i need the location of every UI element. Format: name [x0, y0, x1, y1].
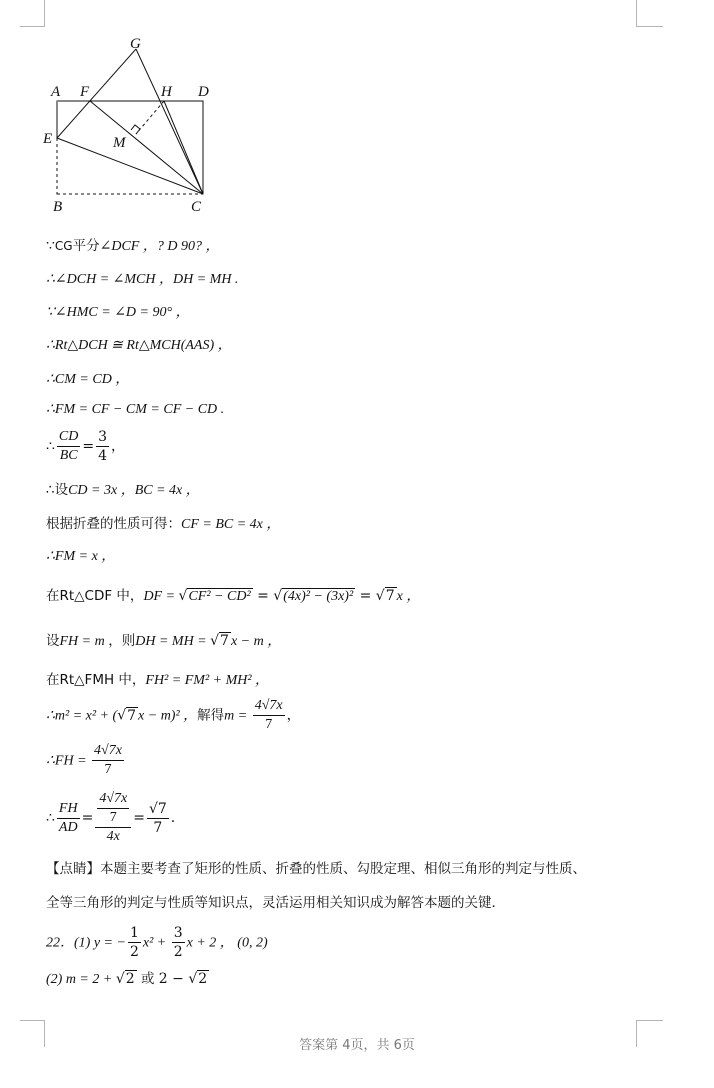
- label-e: E: [43, 131, 53, 147]
- line-5: ∴CM = CD ，: [46, 372, 130, 387]
- geometry-figure: [40, 30, 240, 220]
- label-b: B: [53, 199, 63, 215]
- line-17-note: 【点睛】本题主要考查了矩形的性质、折叠的性质、勾股定理、相似三角形的判定与性质、: [46, 861, 586, 877]
- line-3: ∵∠HMC = ∠D = 90° ，: [46, 305, 190, 320]
- line-8: ∴设CD = 3x ，BC = 4x ，: [46, 482, 200, 498]
- line-10: ∴FM = x ，: [46, 549, 116, 564]
- label-f: F: [80, 84, 90, 100]
- line-4: ∴Rt△DCH ≅ Rt△MCH(AAS) ，: [46, 338, 232, 353]
- right-angle-mark: [131, 125, 140, 134]
- label-a: A: [51, 84, 61, 100]
- line-2: ∴∠DCH = ∠MCH ，DH = MH .: [46, 272, 239, 287]
- label-m: M: [113, 135, 126, 151]
- line-14: ∴m² = x² + (√7 x − m)² ，解得m = $\frac{4√7x}{7}$ ，: [46, 698, 301, 732]
- label-g: G: [130, 36, 141, 52]
- line-9: 根据折叠的性质可得：CF = BC = 4x ，: [46, 516, 281, 532]
- line-20: (2) m = 2 + √2 或 2 − √2: [46, 971, 208, 987]
- line-12: 设FH = m ，则DH = MH = √7 x − m ，: [46, 633, 282, 649]
- segment-hc: [164, 101, 203, 194]
- label-h: H: [161, 84, 172, 100]
- line-16: ∴ $\frac{FH}{AD}$ = $\frac{\frac{4√7x}{7}}{4x}$ = $\frac{√7}{7}$ .: [46, 791, 176, 844]
- line-7: ∴ $\frac{CD}{BC}$ = $\frac{3}{4}$ ，: [46, 429, 126, 464]
- line-19: 22．(1) y = − $\frac{1}{2}$ x² + $\frac{3}{2}$ x + 2 ， (0, 2): [46, 925, 268, 960]
- line-11: 在Rt△CDF 中，DF = √CF² − CD² = √(4x)² − (3x)² = √7 x ，: [46, 588, 421, 604]
- line-18-note: 全等三角形的判定与性质等知识点，灵活运用相关知识成为解答本题的关键．: [46, 895, 505, 911]
- line-6: ∴FM = CF − CM = CF − CD .: [46, 402, 225, 417]
- label-d: D: [198, 84, 209, 100]
- segment-eg: [57, 49, 136, 138]
- label-c: C: [191, 199, 202, 215]
- line-15: ∴FH = $\frac{4√7x}{7}$: [46, 743, 122, 777]
- segment-fc: [90, 101, 203, 194]
- line-13: 在Rt△FMH 中，FH² = FM² + MH² ，: [46, 672, 270, 688]
- crop-mark-top-left: [20, 0, 45, 27]
- crop-mark-top-right: [636, 0, 663, 27]
- page-footer: 答案第 4页，共 6页: [299, 1038, 415, 1053]
- line-1: ∵CG平分∠DCF ，? D 90? ，: [46, 238, 220, 254]
